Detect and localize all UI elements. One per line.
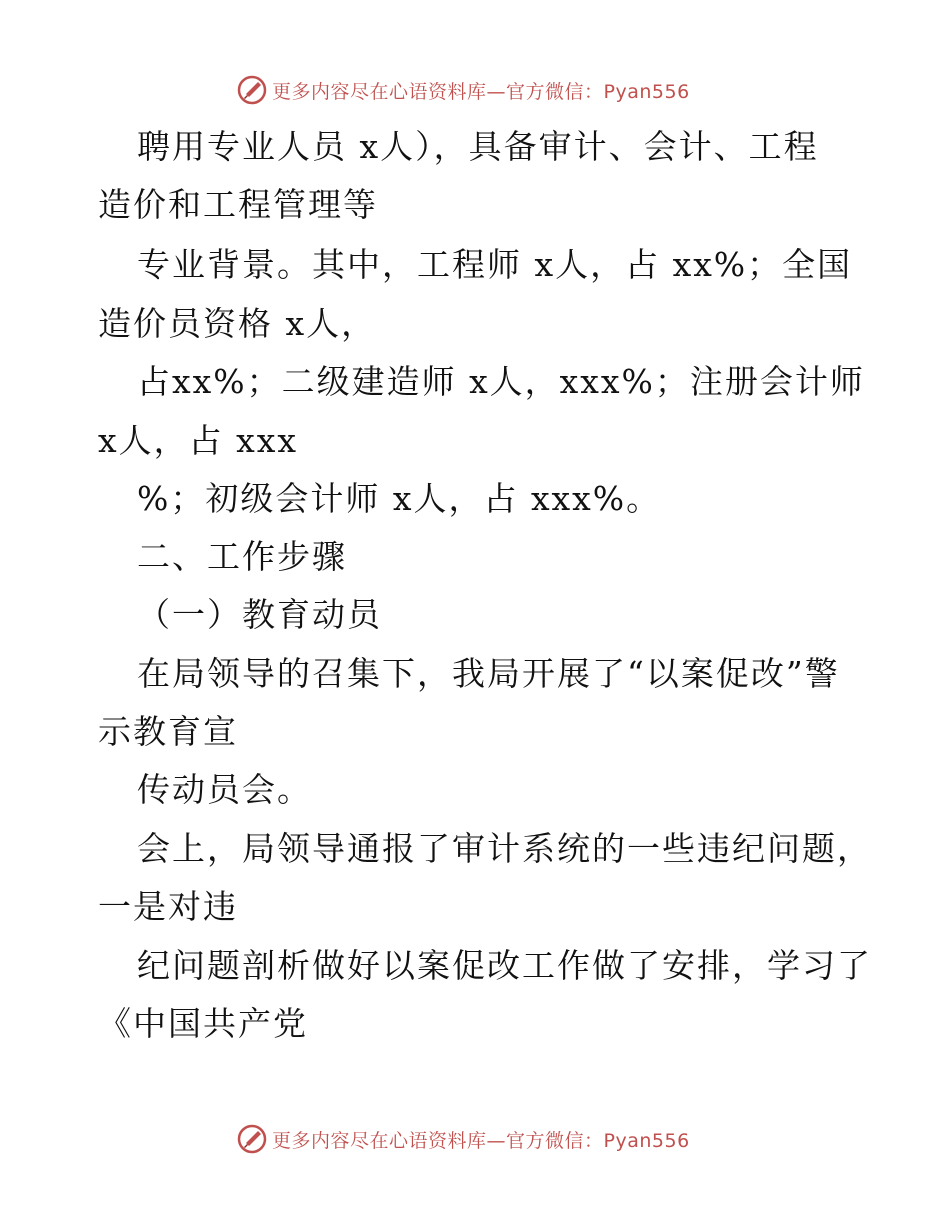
watermark-text: 更多内容尽在心语资料库—官方微信：Pyan556 bbox=[272, 1129, 690, 1152]
paragraph-line: 示教育宣 bbox=[98, 712, 238, 751]
paragraph-line: 造价员资格 x人， bbox=[98, 304, 377, 343]
paragraph-line: x人，占 xxx bbox=[98, 421, 298, 460]
paragraph-line: 占xx%；二级建造师 x人，xxx%；注册会计师 bbox=[137, 362, 865, 401]
paragraph-line: 一是对违 bbox=[98, 887, 238, 926]
header-watermark-banner bbox=[236, 73, 690, 107]
footer-watermark-banner bbox=[236, 1122, 690, 1156]
subsection-heading: （一）教育动员 bbox=[137, 595, 382, 634]
paragraph-line: 聘用专业人员 x人），具备审计、会计、工程 bbox=[137, 127, 819, 166]
paragraph-line: %；初级会计师 x人，占 xxx%。 bbox=[137, 479, 662, 518]
paragraph-line: 造价和工程管理等 bbox=[98, 185, 378, 224]
paragraph-line: 纪问题剖析做好以案促改工作做了安排，学习了 bbox=[137, 946, 872, 985]
paragraph-line: 传动员会。 bbox=[137, 770, 312, 809]
section-heading: 二、工作步骤 bbox=[137, 537, 347, 576]
paragraph-line: 专业背景。其中，工程师 x人，占 xx%；全国 bbox=[137, 245, 853, 284]
logo-icon bbox=[236, 1123, 268, 1155]
paragraph-line: 《中国共产党 bbox=[98, 1004, 308, 1043]
paragraph-line: 在局领导的召集下，我局开展了“以案促改”警 bbox=[137, 654, 840, 693]
paragraph-line: 会上，局领导通报了审计系统的一些违纪问题， bbox=[137, 829, 872, 868]
watermark-text: 更多内容尽在心语资料库—官方微信：Pyan556 bbox=[272, 80, 690, 103]
logo-icon bbox=[236, 74, 268, 106]
